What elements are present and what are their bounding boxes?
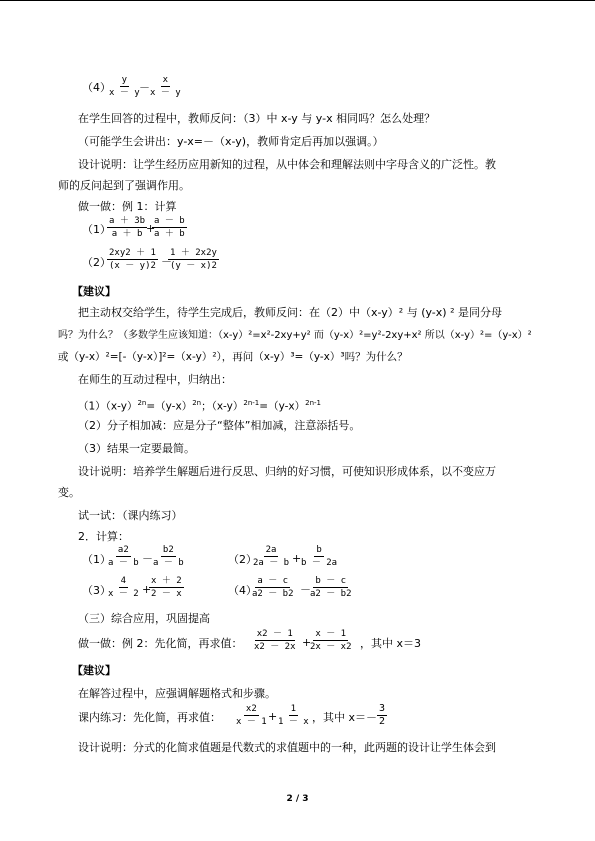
numerator: b [316, 545, 322, 555]
numerator: a ＋ 3b [109, 216, 146, 226]
paragraph: 做一做：例 1：计算 [78, 200, 177, 213]
operator: + [146, 222, 156, 235]
fraction [168, 248, 219, 271]
fraction [308, 629, 354, 652]
numerator: x2 [245, 704, 257, 714]
operator: + [268, 710, 278, 723]
denominator: a2 － b2 [252, 589, 294, 599]
fraction [377, 704, 387, 727]
fraction [149, 576, 184, 599]
numerator: a2 [117, 545, 129, 555]
fraction [250, 576, 296, 599]
paragraph: 试一试：（课内练习） [78, 509, 183, 522]
summary-item-1 [78, 396, 321, 414]
example-2: 做一做：例 2：先化简，再求值： [78, 637, 243, 650]
item4-label: （4） [82, 81, 111, 94]
paragraph: 设计说明：培养学生解题后进行反思、归纳的好习惯，可使知识形成体系，以不变应万 [78, 465, 496, 478]
section-heading: （三）综合应用，巩固提高 [78, 612, 210, 625]
denominator: x － 1 [236, 717, 267, 727]
denominator: a ＋ b [154, 229, 185, 239]
denominator: 2 － x [151, 589, 182, 599]
denominator: x － y [109, 88, 140, 98]
suggestion-heading: 【建议】 [72, 285, 116, 298]
operator: + [292, 552, 302, 565]
numerator: 3 [379, 703, 386, 714]
numerator: a － c [257, 576, 289, 586]
q2-label: （2） [228, 553, 257, 566]
operator: － [300, 583, 311, 596]
denominator: a ＋ b [111, 229, 143, 239]
example-2-condition: ，其中 x＝3 [360, 637, 422, 650]
q3-label: （3） [82, 584, 111, 597]
fraction [106, 576, 141, 599]
numerator: 2xy2 ＋ 1 [109, 248, 156, 258]
denominator: x2 － 2x [254, 642, 296, 652]
fraction [276, 704, 311, 727]
paragraph: 师的反问起到了强调作用。 [58, 179, 190, 192]
denominator: a － b [108, 558, 139, 568]
denominator: a － b [153, 558, 184, 568]
fraction [252, 629, 298, 652]
paragraph: 吗？为什么？（多数学生应该知道：（x-y）²=x²-2xy+y² 而（y-x）²=y²-2xy+x² 所以（x-y）²=（y-x）² [58, 330, 532, 341]
q1-label: （1） [82, 553, 111, 566]
paragraph: 设计说明：让学生经历应用新知的过程，从中体会和理解法则中字母含义的广泛性。教 [78, 158, 496, 171]
expr: =（y-x） [146, 400, 193, 413]
numerator: x － 1 [315, 629, 347, 639]
denominator: 1 － x [278, 717, 309, 727]
exponent: 2n-1 [305, 399, 321, 407]
numerator: x2 － 1 [256, 629, 293, 639]
paragraph: 在解答过程中，应强调解题格式和步骤。 [78, 687, 276, 700]
fraction [299, 545, 339, 568]
fraction [234, 704, 269, 727]
practice-condition: ，其中 x＝－ [312, 711, 378, 724]
fraction [251, 545, 291, 568]
page-number: 2 / 3 [286, 794, 309, 804]
fraction [107, 248, 158, 271]
numerator: x ＋ 2 [151, 576, 182, 586]
numerator: y [121, 75, 128, 85]
denominator: (x － y)2 [109, 261, 156, 271]
ex2-label: （2） [82, 256, 111, 269]
summary-item-3: （3）结果一定要最简。 [78, 442, 195, 455]
fraction [107, 75, 142, 98]
page-top-rule [0, 0, 595, 1]
fraction [308, 576, 354, 599]
numerator: 2a [265, 545, 277, 555]
paragraph: 变。 [58, 486, 80, 499]
numerator: 1 [290, 704, 297, 714]
paragraph: 在师生的互动过程中，归纳出： [78, 373, 232, 386]
expr: =（y-x） [259, 400, 306, 413]
paragraph: 设计说明：分式的化简求值题是代数式的求值题中的一种，此两题的设计让学生体会到 [78, 741, 496, 754]
suggestion-heading: 【建议】 [72, 664, 116, 677]
operator: + [302, 636, 312, 649]
fraction [151, 545, 186, 568]
denominator: x － 2 [108, 589, 139, 599]
paragraph: （可能学生会讲出：y-x=－（x-y)，教师肯定后再加以强调。） [78, 135, 384, 148]
numerator: b － c [315, 576, 347, 586]
operator: + [142, 583, 152, 596]
operator: － [142, 552, 153, 565]
paragraph: 2．计算： [78, 530, 129, 543]
exponent: 2n [192, 399, 202, 407]
numerator: b2 [162, 545, 174, 555]
numerator: 4 [120, 576, 127, 586]
q4-label: （4） [228, 584, 257, 597]
summary-item-2: （2）分子相加减：应是分子“整体”相加减，注意添括号。 [78, 419, 361, 432]
exponent: 2n-1 [243, 399, 260, 407]
denominator: 2x － x2 [310, 642, 352, 652]
denominator: 2 [379, 716, 386, 727]
numerator: x [162, 75, 169, 85]
exponent: 2n [137, 399, 147, 407]
paragraph: 在学生回答的过程中，教师反问：（3）中 x-y 与 y-x 相同吗？怎么处理？ [78, 112, 436, 125]
expr: （1）（x-y） [78, 400, 138, 413]
paragraph: 把主动权交给学生，待学生完成后，教师反问：在（2）中（x-y）² 与 (y-x) ² 是同分母 [78, 306, 502, 319]
fraction [152, 216, 187, 239]
denominator: 2a － b [253, 558, 290, 568]
denominator: (y － x)2 [170, 261, 217, 271]
expr: ；（x-y） [201, 400, 244, 413]
operator: － [139, 81, 150, 94]
fraction [148, 75, 183, 98]
paragraph: 或（y-x）²=[-（y-x）]²=（x-y）²），再问（x-y）³=（y-x）³吗？为什么？ [58, 351, 408, 363]
denominator: a2 － b2 [310, 589, 352, 599]
fraction [107, 216, 147, 239]
practice: 课内练习：先化简，再求值： [78, 711, 221, 724]
fraction [106, 545, 141, 568]
denominator: b － 2a [301, 558, 338, 568]
numerator: 1 ＋ 2x2y [170, 248, 217, 258]
denominator: x － y [150, 88, 181, 98]
numerator: a － b [154, 216, 185, 226]
ex1-label: （1） [82, 223, 111, 236]
operator: － [161, 255, 172, 268]
